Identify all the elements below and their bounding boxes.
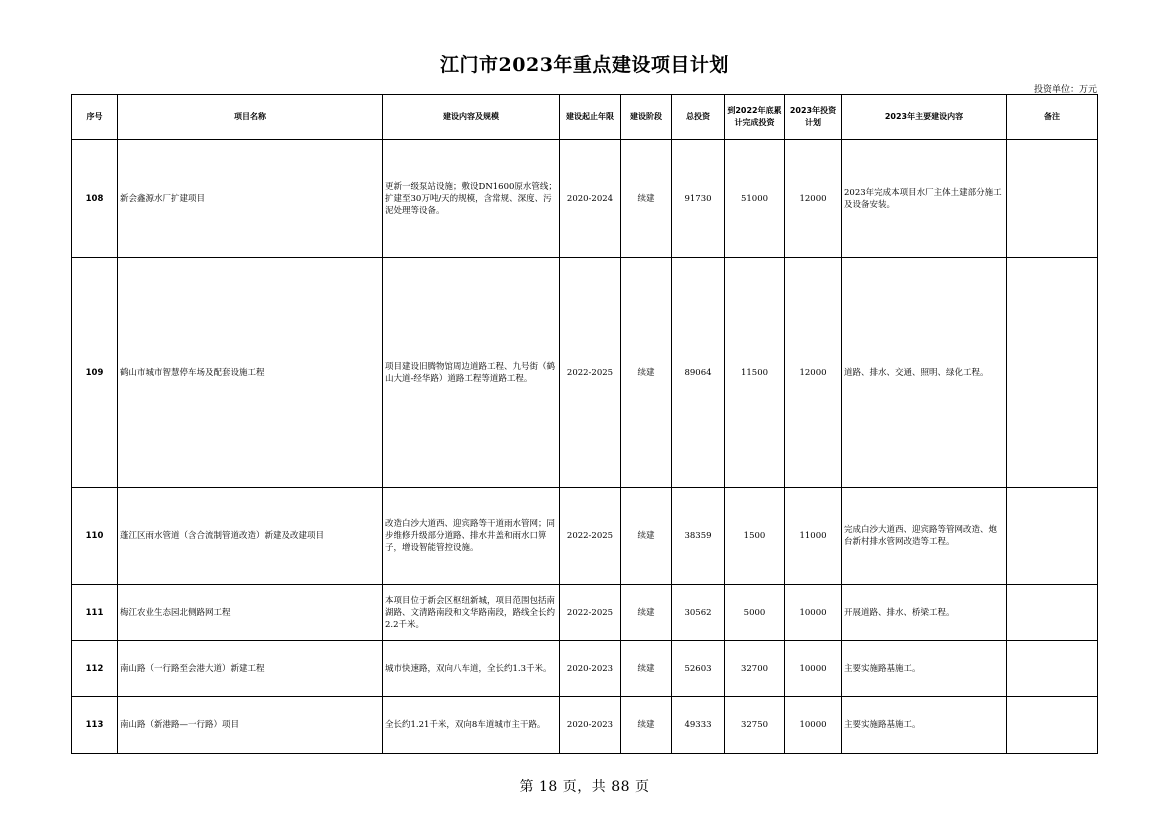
cell-scope: 本项目位于新会区枢纽新城，项目范围包括南湖路、文清路南段和文华路南段，路线全长约2.2千米。	[383, 585, 560, 641]
header-content2023: 2023年主要建设内容	[842, 95, 1007, 140]
cell-total: 89064	[672, 258, 725, 488]
cell-no: 109	[72, 258, 118, 488]
cell-remark	[1007, 641, 1098, 697]
cell-plan2023: 10000	[785, 641, 842, 697]
table-header-row	[72, 95, 1098, 140]
cell-stage: 续建	[621, 585, 672, 641]
cell-period: 2020-2023	[560, 641, 621, 697]
cell-content2023: 主要实施路基施工。	[842, 641, 1007, 697]
header-remark: 备注	[1007, 95, 1098, 140]
cell-scope: 更新一级泵站设施；敷设DN1600原水管线；扩建至30万吨/天的规模，含常规、深度、污泥处理等设备。	[383, 140, 560, 258]
cell-completed: 5000	[725, 585, 785, 641]
cell-period: 2022-2025	[560, 585, 621, 641]
cell-stage: 续建	[621, 697, 672, 754]
cell-content2023: 主要实施路基施工。	[842, 697, 1007, 754]
cell-total: 38359	[672, 488, 725, 585]
page-number: 第 18 页，共 88 页	[519, 779, 650, 795]
cell-total: 52603	[672, 641, 725, 697]
header-scope: 建设内容及规模	[383, 95, 560, 140]
table-row	[72, 488, 1098, 585]
cell-remark	[1007, 697, 1098, 754]
cell-stage: 续建	[621, 488, 672, 585]
table-row	[72, 258, 1098, 488]
cell-content2023: 道路、排水、交通、照明、绿化工程。	[842, 258, 1007, 488]
cell-no: 111	[72, 585, 118, 641]
cell-plan2023: 12000	[785, 140, 842, 258]
header-plan2023: 2023年投资计划	[785, 95, 842, 140]
cell-period: 2020-2023	[560, 697, 621, 754]
cell-completed: 11500	[725, 258, 785, 488]
project-plan-table	[71, 94, 1098, 754]
cell-plan2023: 12000	[785, 258, 842, 488]
header-period: 建设起止年限	[560, 95, 621, 140]
cell-name: 梅江农业生态园北侧路网工程	[118, 585, 383, 641]
cell-period: 2020-2024	[560, 140, 621, 258]
unit-note: 投资单位：万元	[1033, 85, 1097, 95]
header-no: 序号	[72, 95, 118, 140]
cell-total: 30562	[672, 585, 725, 641]
cell-period: 2022-2025	[560, 488, 621, 585]
cell-plan2023: 10000	[785, 697, 842, 754]
cell-scope: 全长约1.21千米，双向8车道城市主干路。	[383, 697, 560, 754]
header-completed: 到2022年底累计完成投资	[725, 95, 785, 140]
cell-content2023: 2023年完成本项目水厂主体土建部分施工及设备安装。	[842, 140, 1007, 258]
cell-scope: 城市快速路，双向八车道，全长约1.3千米。	[383, 641, 560, 697]
cell-remark	[1007, 258, 1098, 488]
cell-name: 南山路（新港路—一行路）项目	[118, 697, 383, 754]
table-row	[72, 641, 1098, 697]
cell-name: 南山路（一行路至会港大道）新建工程	[118, 641, 383, 697]
table-row	[72, 585, 1098, 641]
header-name: 项目名称	[118, 95, 383, 140]
cell-remark	[1007, 585, 1098, 641]
table-row	[72, 697, 1098, 754]
header-stage: 建设阶段	[621, 95, 672, 140]
cell-completed: 51000	[725, 140, 785, 258]
cell-scope: 项目建设旧腾物馆周边道路工程、九号街（鹤山大道-经华路）道路工程等道路工程。	[383, 258, 560, 488]
cell-no: 112	[72, 641, 118, 697]
cell-stage: 续建	[621, 140, 672, 258]
cell-completed: 32750	[725, 697, 785, 754]
cell-remark	[1007, 488, 1098, 585]
table-row	[72, 140, 1098, 258]
cell-stage: 续建	[621, 641, 672, 697]
cell-name: 鹤山市城市智慧停车场及配套设施工程	[118, 258, 383, 488]
cell-total: 49333	[672, 697, 725, 754]
cell-plan2023: 10000	[785, 585, 842, 641]
cell-name: 新会鑫源水厂扩建项目	[118, 140, 383, 258]
cell-remark	[1007, 140, 1098, 258]
cell-stage: 续建	[621, 258, 672, 488]
header-total: 总投资	[672, 95, 725, 140]
page-title: 江门市2023年重点建设项目计划	[440, 54, 729, 76]
cell-scope: 改造白沙大道西、迎宾路等干道雨水管网；同步维修升级部分道路、排水井盖和雨水口箅子，增设智能管控设施。	[383, 488, 560, 585]
cell-period: 2022-2025	[560, 258, 621, 488]
cell-no: 113	[72, 697, 118, 754]
cell-completed: 1500	[725, 488, 785, 585]
cell-content2023: 完成白沙大道西、迎宾路等管网改造、炮台新村排水管网改造等工程。	[842, 488, 1007, 585]
cell-no: 108	[72, 140, 118, 258]
cell-completed: 32700	[725, 641, 785, 697]
cell-name: 蓬江区雨水管道（含合流制管道改造）新建及改建项目	[118, 488, 383, 585]
cell-total: 91730	[672, 140, 725, 258]
cell-content2023: 开展道路、排水、桥梁工程。	[842, 585, 1007, 641]
cell-no: 110	[72, 488, 118, 585]
cell-plan2023: 11000	[785, 488, 842, 585]
